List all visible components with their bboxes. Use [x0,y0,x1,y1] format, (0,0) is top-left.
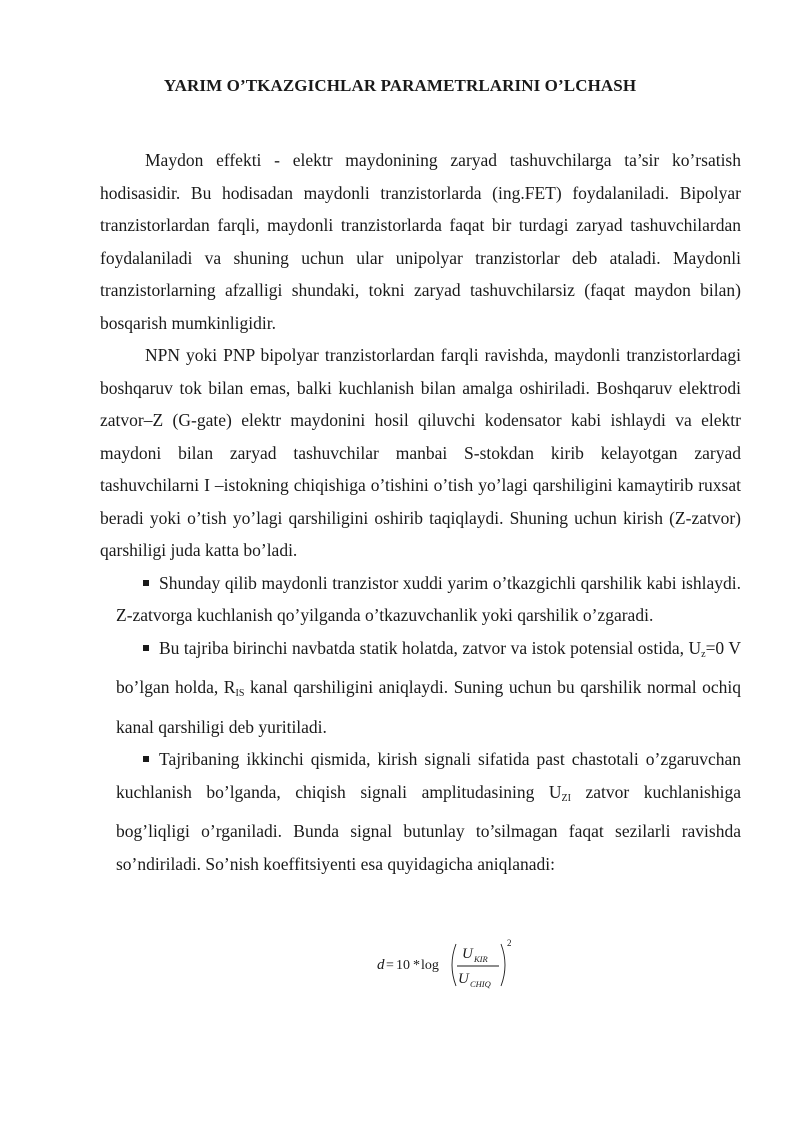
formula-coef: 10 [396,958,410,973]
formula-exponent: 2 [507,938,512,948]
bullet-text-part: kanal qarshiligini aniqlaydi. Suning uchun bu qarshilik normal ochiq kanal qarshiligi deb yuritiladi. [116,677,741,737]
subscript: ZI [561,792,571,804]
bullet-text-part: Bu tajriba birinchi navbatda statik holatda, zatvor va istok potensial ostida, U [159,637,702,658]
denominator-sub: CHIQ [470,979,491,989]
formula [0,938,800,998]
bullet-item-1 [100,567,741,632]
bullet-item-2 [100,632,741,744]
paragraph-1: Maydon effekti - elektr maydonining zaryad tashuvchilarga ta’sir ko’rsatish hodisasidir. Bu hodisadan maydonli tranzistorlarda (ing.FET) foydalaniladi. Bipolyar tranzistorlardan farqli, maydonli tranzistorlarda faqat bir turdagi zaryad tashuvchilardan foydalaniladi va shuning uchun ular unipolyar tranzistorlar deb ataladi. Maydonli tranzistorlarning afzalligi shundaki, tokni zaryad tashuvchilarsiz (faqat maydon bilan) bosqarish mumkinligidir. [100,150,741,333]
left-paren [452,944,456,986]
square-bullet-icon [143,756,149,762]
square-bullet-icon [143,645,149,651]
square-bullet-icon [143,580,149,586]
denominator-var: U [458,971,469,987]
formula-equals: = [386,958,394,973]
bullet-text-part: =0 V bo’lgan holda, R [116,637,741,697]
subscript: IS [235,688,245,699]
formula-lhs: d [377,957,385,973]
page-title: YARIM O’TKAZGICHLAR PARAMETRLARINI O’LCHASH [163,76,637,95]
numerator-sub: KIR [474,954,488,964]
body-text [100,144,741,880]
bullet-list [100,567,741,881]
bullet-item-3 [100,743,741,880]
numerator-var: U [462,946,473,962]
formula-func: log [421,958,439,973]
bullet-text: Shunday qilib maydonli tranzistor xuddi yarim o’tkazgichli qarshilik kabi ishlaydi. Z-zatvorga kuchlanish qo’yilganda o’tkazuvchanlik yoki qarshilik o’zgaradi. [116,572,741,625]
bullet-text-part: zatvor kuchlanishiga bog’liqligi o’rganiladi. Bunda signal butunlay to’silmagan faqat sezilarli ravishda so’ndiriladi. So’nish koeffitsiyenti esa quyidagicha aniqlanadi: [116,781,741,874]
formula-times: * [413,958,420,973]
right-paren [501,944,505,986]
bullet-text-part: Tajribaning ikkinchi qismida, kirish signali sifatida past chastotali o’zgaruvchan kuchlanish bo’lganda, chiqish signali amplitudasining U [116,749,741,802]
paragraph-2: NPN yoki PNP bipolyar tranzistorlardan farqli ravishda, maydonli tranzistorlardagi boshqaruv tok bilan emas, balki kuchlanish bilan amalga oshiriladi. Boshqaruv elektrodi zatvor–Z (G-gate) elektr maydonini hosil qiluvchi kodensator kabi ishlaydi va elektr maydoni bilan zaryad tashuvchilar manbai S-stokdan kirib kelayotgan zaryad tashuvchilarni I –istokning chiqishiga o’tishini o’tish yo’lagi qarshiligini kamaytirib ruxsat beradi yoki o’tish yo’lagi qarshiligini oshirib taqiqlaydi. Shuning uchun kirish (Z-zatvor) qarshiligi juda katta bo’ladi. [100,345,741,560]
subscript: z [701,648,706,660]
